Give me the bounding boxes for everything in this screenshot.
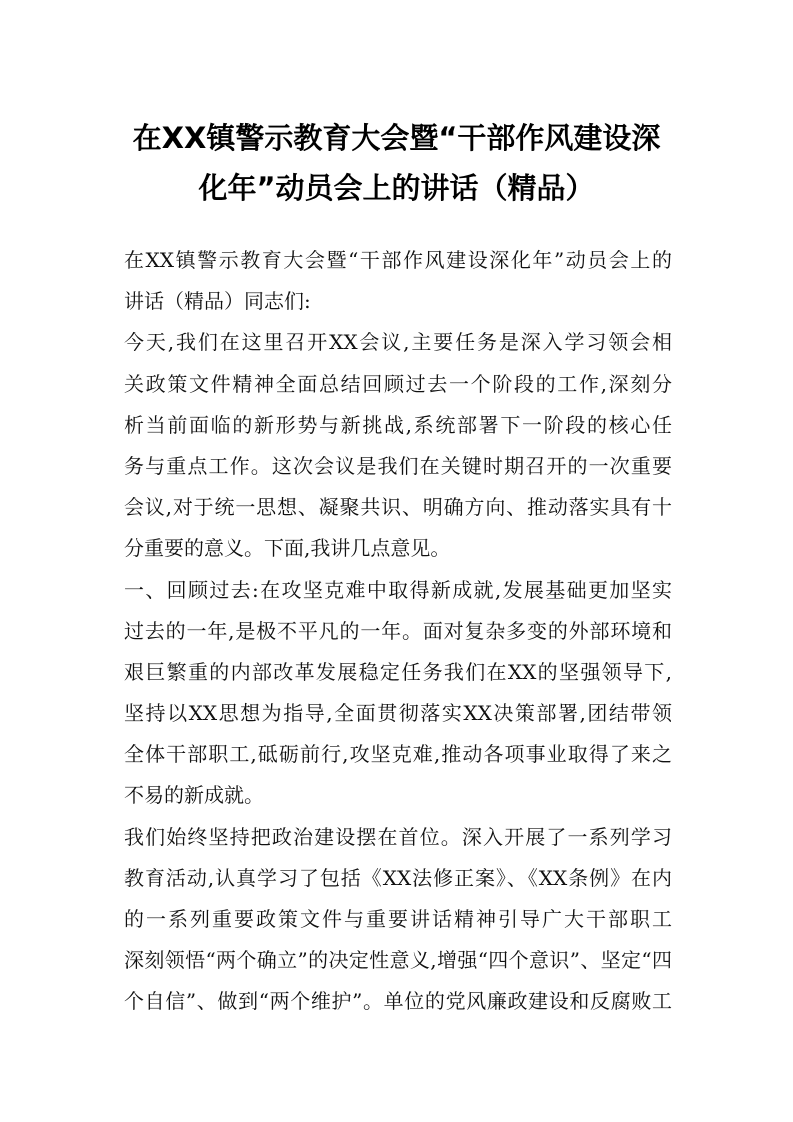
body-line: 不易的新成就。 xyxy=(124,783,264,808)
body-line: 的一系列重要政策文件与重要讲话精神引导广大干部职工 xyxy=(124,907,672,931)
body-line: 一、回顾过去:在攻坚克难中取得新成就,发展基础更加坚实 xyxy=(124,577,672,602)
body-line: 全体干部职工,砥砺前行,攻坚克难,推动各项事业取得了来之 xyxy=(124,742,672,767)
body-line: 会议,对于统一思想、凝聚共识、明确方向、推动落实具有十 xyxy=(124,495,672,520)
body-line: 艰巨繁重的内部改革发展稳定任务我们在XX的坚强领导下, xyxy=(124,659,672,684)
body-line: 讲话（精品）同志们: xyxy=(124,289,311,314)
body-line: 关政策文件精神全面总结回顾过去一个阶段的工作,深刻分 xyxy=(124,371,672,396)
title-line-1: 在XX镇警示教育大会暨“干部作风建设深 xyxy=(132,121,661,155)
title-line-2: 化年”动员会上的讲话（精品） xyxy=(198,171,595,205)
body-line: 在XX镇警示教育大会暨“干部作风建设深化年”动员会上的 xyxy=(124,248,672,272)
document-body xyxy=(124,240,672,1023)
body-line: 深刻领悟“两个确立”的决定性意义,增强“四个意识”、坚定“四 xyxy=(124,948,672,973)
body-line: 析当前面临的新形势与新挑战,系统部署下一阶段的核心任 xyxy=(124,412,672,437)
body-line: 过去的一年,是极不平凡的一年。面对复杂多变的外部环境和 xyxy=(124,618,672,643)
body-line: 教育活动,认真学习了包括《XX法修正案》、《XX条例》在内 xyxy=(124,865,672,890)
body-line: 个自信”、做到“两个维护”。单位的党风廉政建设和反腐败工 xyxy=(124,989,672,1014)
body-line: 分重要的意义。下面,我讲几点意见。 xyxy=(124,536,451,561)
body-line: 坚持以XX思想为指导,全面贯彻落实XX决策部署,团结带领 xyxy=(124,701,672,726)
body-line: 我们始终坚持把政治建设摆在首位。深入开展了一系列学习 xyxy=(124,824,672,849)
body-line: 今天,我们在这里召开XX会议,主要任务是深入学习领会相 xyxy=(124,330,672,355)
document-title xyxy=(100,113,693,213)
body-line: 务与重点工作。这次会议是我们在关键时期召开的一次重要 xyxy=(124,453,672,478)
